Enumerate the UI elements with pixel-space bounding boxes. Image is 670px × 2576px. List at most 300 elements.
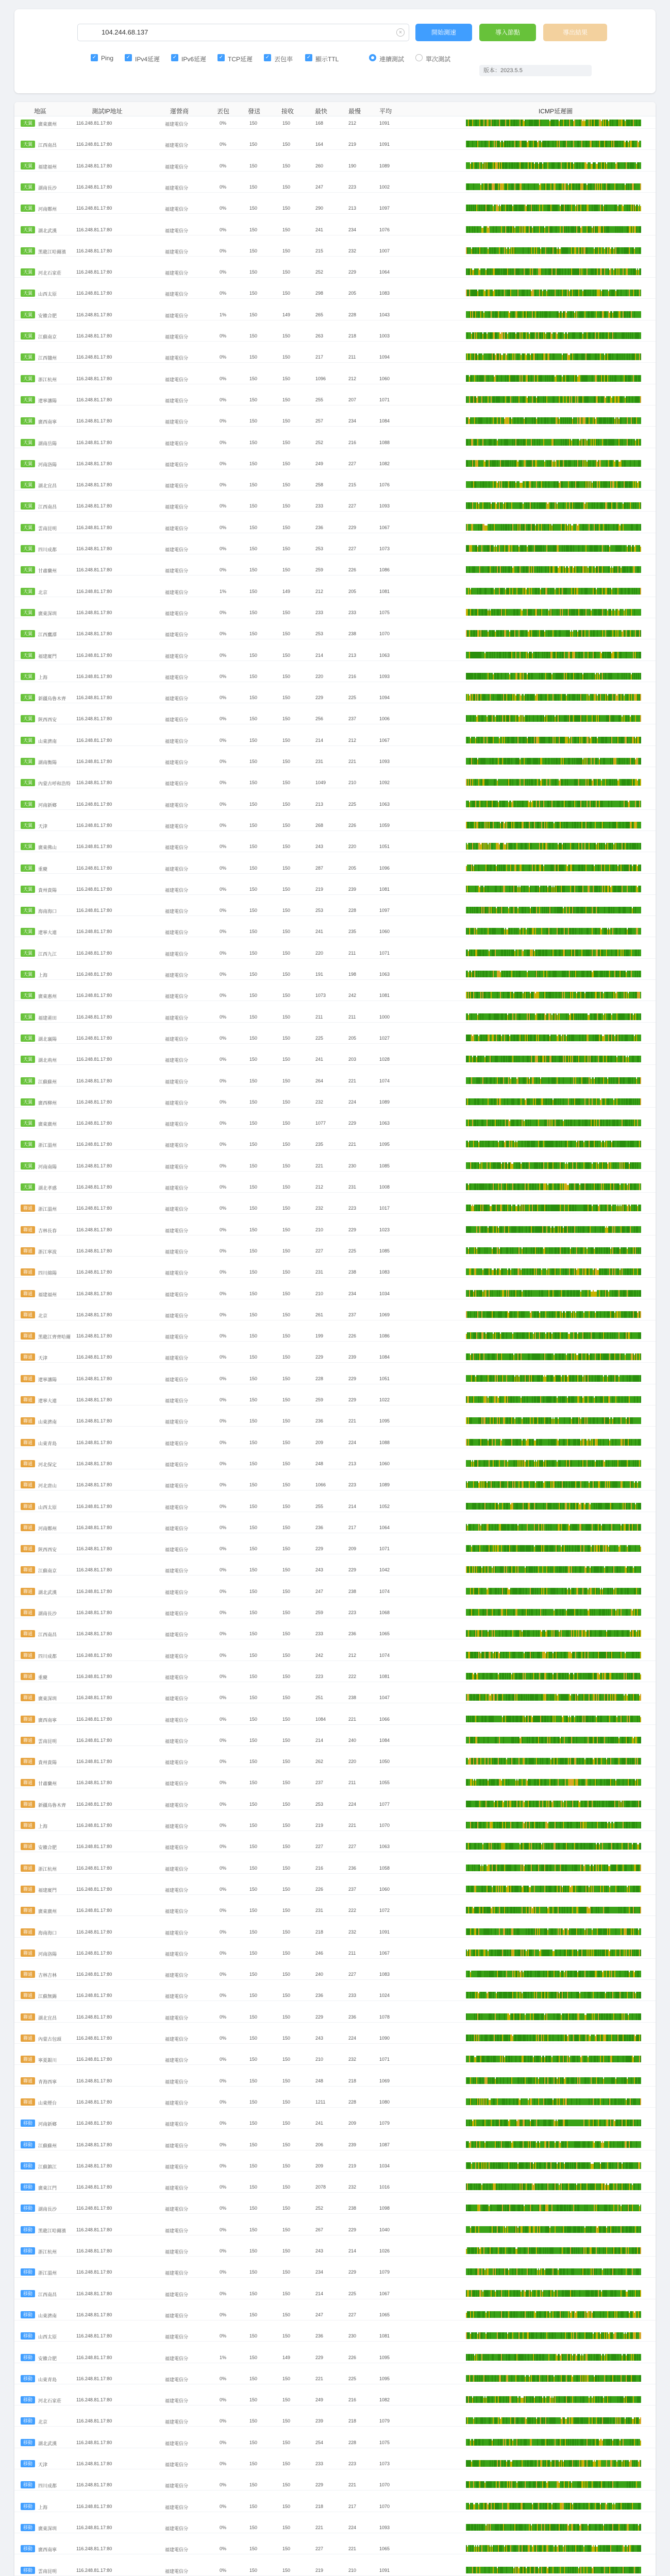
latency-bar	[559, 652, 560, 658]
latency-bar	[616, 141, 617, 147]
latency-bar	[468, 247, 469, 254]
latency-bar	[527, 460, 528, 467]
header-avg[interactable]: 平均	[375, 107, 396, 115]
cell-ip: 116.248.81.17:80	[76, 589, 112, 594]
latency-bar	[639, 353, 640, 360]
table-row[interactable]	[14, 415, 656, 427]
latency-bar	[509, 460, 510, 467]
latency-bar	[514, 375, 515, 382]
latency-bar	[562, 417, 563, 424]
latency-bar	[601, 247, 602, 254]
table-row[interactable]	[14, 628, 656, 639]
latency-bar	[484, 247, 485, 254]
latency-bar	[474, 332, 475, 339]
latency-bar	[488, 311, 489, 318]
latency-bar	[505, 481, 506, 488]
latency-bar	[603, 206, 604, 211]
latency-bar	[533, 652, 534, 658]
latency-bar	[563, 396, 564, 403]
latency-bar	[615, 353, 616, 360]
latency-bar	[494, 609, 495, 616]
latency-bar	[634, 588, 635, 595]
latency-bar	[622, 268, 623, 275]
cell-location: 山西太原	[38, 291, 57, 297]
import-button[interactable]: 導入節點	[479, 24, 536, 41]
table-row[interactable]	[14, 287, 656, 299]
latency-bar	[624, 311, 625, 318]
latency-bar	[593, 311, 594, 318]
cell-loss: 0%	[220, 121, 226, 126]
latency-bar	[549, 417, 550, 424]
latency-bar	[622, 141, 623, 147]
latency-bar	[517, 396, 518, 403]
header-ip[interactable]: 測試IP地址	[76, 107, 138, 115]
latency-bar	[612, 332, 613, 339]
latency-bar	[562, 524, 563, 531]
latency-bar	[499, 247, 500, 254]
header-min[interactable]: 最快	[311, 107, 331, 115]
latency-bar	[569, 524, 570, 531]
latency-bar	[640, 566, 641, 573]
latency-bar	[609, 439, 610, 446]
latency-bar	[611, 311, 612, 318]
latency-bar	[601, 588, 602, 595]
latency-bar	[566, 460, 567, 467]
table-row[interactable]	[14, 586, 656, 597]
cell-recv: 150	[282, 248, 290, 253]
latency-bar	[580, 396, 581, 403]
table-row[interactable]	[14, 266, 656, 278]
latency-bar	[490, 141, 491, 147]
latency-bar	[623, 206, 624, 211]
latency-bar	[574, 652, 575, 658]
latency-bar	[503, 375, 504, 382]
latency-bar	[471, 375, 472, 382]
latency-bar	[467, 481, 468, 488]
cell-min: 298	[315, 291, 323, 296]
latency-bar	[513, 481, 514, 488]
latency-bar	[527, 247, 528, 254]
table-row[interactable]	[14, 245, 656, 257]
export-button[interactable]: 導出結果	[543, 24, 607, 41]
latency-bar	[590, 588, 591, 595]
latency-bar	[520, 226, 521, 233]
latency-bar	[515, 396, 516, 403]
header-isp[interactable]: 運營商	[164, 107, 195, 115]
latency-bar	[640, 673, 641, 680]
latency-bar	[547, 268, 548, 275]
latency-bar	[590, 481, 591, 488]
latency-bar	[509, 609, 510, 616]
latency-bar	[536, 460, 537, 467]
latency-bar	[520, 630, 521, 637]
table-row[interactable]	[14, 181, 656, 193]
latency-bar	[515, 417, 516, 424]
checkbox-icon[interactable]: ✓	[91, 54, 98, 61]
latency-bar	[499, 481, 500, 488]
latency-bar	[536, 353, 537, 360]
latency-bar	[563, 609, 564, 616]
latency-bar	[542, 460, 543, 467]
latency-bar	[617, 311, 618, 318]
checkbox-icon[interactable]: ✓	[125, 54, 132, 61]
latency-bar	[612, 313, 613, 318]
latency-bar	[550, 439, 551, 446]
latency-bar	[615, 439, 616, 446]
latency-bar	[603, 502, 604, 509]
latency-bar	[632, 609, 633, 616]
latency-bar	[615, 630, 616, 637]
latency-bar	[528, 653, 529, 658]
latency-bar	[537, 545, 538, 552]
latency-bar	[622, 353, 623, 360]
latency-bar	[508, 311, 509, 318]
latency-bar	[580, 228, 581, 233]
latency-bar	[489, 375, 490, 382]
latency-bar	[608, 652, 609, 658]
latency-bar	[573, 247, 574, 254]
latency-bar	[572, 609, 573, 616]
latency-bar	[557, 652, 558, 658]
latency-bar	[595, 205, 596, 211]
cell-min: 220	[315, 674, 323, 679]
latency-bar	[481, 502, 482, 509]
cell-ip: 116.248.81.17:80	[76, 567, 112, 572]
table-row[interactable]	[14, 160, 656, 172]
latency-bar	[626, 545, 627, 552]
latency-bar	[589, 311, 590, 318]
header-sent[interactable]: 發送	[244, 107, 264, 115]
latency-bar	[618, 183, 619, 190]
latency-bar	[592, 311, 593, 318]
latency-bar	[597, 183, 598, 190]
checkbox-icon[interactable]: ✓	[305, 54, 312, 61]
latency-bar	[638, 270, 639, 275]
latency-bar	[614, 439, 615, 446]
latency-bar	[575, 120, 576, 126]
table-row[interactable]	[14, 522, 656, 533]
table-row[interactable]	[14, 437, 656, 448]
latency-bar	[618, 141, 619, 147]
latency-bar	[494, 481, 495, 488]
latency-bar	[572, 311, 573, 318]
table-row[interactable]	[14, 309, 656, 320]
latency-bar	[554, 630, 555, 637]
header-location[interactable]: 地區	[20, 107, 61, 115]
latency-bar	[543, 652, 544, 658]
cell-isp: 福建電信分	[165, 142, 188, 148]
header-recv[interactable]: 接收	[277, 107, 298, 115]
latency-bar	[547, 652, 548, 658]
latency-bar	[572, 205, 573, 211]
latency-bar	[492, 268, 493, 275]
latency-bar	[490, 611, 491, 616]
latency-bar	[592, 141, 593, 147]
latency-bar	[565, 524, 566, 531]
latency-bar	[622, 183, 623, 190]
latency-bar	[491, 247, 492, 254]
table-row[interactable]	[14, 500, 656, 512]
latency-bar	[632, 396, 633, 403]
cell-ip: 116.248.81.17:80	[76, 461, 112, 466]
latency-bar	[557, 290, 558, 296]
latency-bar	[504, 502, 505, 509]
latency-bar	[628, 375, 629, 382]
latency-bar	[564, 334, 565, 339]
latency-bar	[498, 566, 499, 573]
latency-bar	[489, 588, 490, 595]
latency-bar	[488, 205, 489, 211]
latency-bar	[551, 674, 552, 680]
cell-isp: 福建電信分	[165, 418, 188, 425]
header-max[interactable]: 最慢	[344, 107, 365, 115]
latency-bar	[601, 121, 602, 126]
latency-bar	[598, 630, 599, 637]
latency-bar	[556, 332, 557, 339]
ip-input[interactable]	[102, 28, 390, 36]
latency-bar	[499, 460, 500, 467]
latency-bar	[503, 247, 504, 254]
latency-bar	[473, 481, 474, 488]
latency-bar	[516, 268, 517, 275]
options-row	[91, 54, 647, 63]
header-loss[interactable]: 丟包	[213, 107, 233, 115]
table-row[interactable]	[14, 671, 656, 682]
latency-bar	[631, 439, 632, 446]
latency-bar	[527, 524, 528, 531]
latency-bar	[602, 588, 603, 595]
latency-bar	[629, 162, 630, 169]
latency-bar	[539, 524, 540, 531]
latency-bar	[495, 524, 496, 531]
latency-bar	[527, 439, 528, 446]
latency-bar	[582, 545, 583, 552]
table-row[interactable]	[14, 607, 656, 618]
latency-bar	[599, 439, 600, 446]
latency-bar	[628, 311, 629, 318]
latency-bar	[491, 417, 492, 424]
latency-bar	[491, 460, 492, 467]
latency-bar	[500, 545, 501, 552]
clear-icon[interactable]: ×	[396, 28, 405, 37]
table-row[interactable]	[14, 373, 656, 384]
table-row[interactable]	[14, 394, 656, 405]
latency-bar	[483, 183, 484, 190]
latency-bar	[472, 120, 473, 126]
table-row[interactable]	[14, 139, 656, 150]
latency-bar	[517, 120, 518, 126]
latency-bar	[613, 162, 614, 169]
latency-bar	[513, 183, 514, 190]
latency-bar	[473, 545, 474, 552]
header-chart[interactable]: ICMP延遲圖	[509, 107, 602, 115]
latency-bar	[628, 673, 629, 680]
latency-bar	[554, 609, 555, 616]
table-row[interactable]	[14, 330, 656, 342]
table-row[interactable]	[14, 202, 656, 214]
latency-bar	[624, 396, 625, 403]
latency-bar	[619, 462, 621, 467]
latency-bar	[479, 566, 480, 573]
latency-bar	[626, 162, 627, 169]
latency-bar	[500, 120, 501, 126]
latency-bar	[590, 268, 591, 275]
latency-bar	[570, 375, 571, 382]
latency-bar	[605, 588, 606, 595]
latency-bar	[550, 332, 551, 339]
latency-bar	[598, 311, 599, 318]
latency-bar	[467, 566, 468, 573]
latency-bar	[539, 205, 540, 211]
start-test-button[interactable]: 開始測速	[415, 24, 472, 41]
radio-icon[interactable]	[415, 54, 423, 61]
latency-bar	[580, 332, 581, 339]
latency-bar	[612, 120, 613, 126]
latency-bar	[628, 566, 629, 573]
latency-bar	[547, 353, 548, 360]
latency-bar	[469, 290, 470, 296]
latency-bar	[533, 268, 534, 275]
latency-bar	[499, 205, 500, 211]
latency-bar	[613, 332, 614, 339]
latency-bar	[615, 268, 616, 275]
checkbox-icon[interactable]: ✓	[217, 54, 225, 61]
latency-bar	[571, 205, 572, 211]
latency-bar	[560, 524, 561, 531]
latency-bar	[487, 311, 488, 318]
latency-bar	[596, 205, 597, 211]
latency-bar	[626, 673, 627, 680]
latency-bar	[585, 141, 587, 147]
latency-bar	[603, 375, 604, 382]
checkbox-icon[interactable]: ✓	[264, 54, 271, 61]
latency-bar	[631, 417, 632, 424]
latency-bar	[500, 588, 501, 595]
latency-bar	[608, 417, 609, 424]
latency-bar	[466, 566, 467, 573]
table-row[interactable]	[14, 117, 656, 129]
latency-bar	[555, 268, 556, 275]
cell-sent: 150	[249, 589, 257, 594]
latency-bar	[576, 396, 577, 403]
latency-bar	[484, 417, 485, 424]
latency-bar	[467, 141, 468, 147]
latency-bar	[616, 375, 617, 382]
latency-bar	[514, 609, 515, 616]
latency-bar	[539, 417, 540, 424]
latency-bar	[604, 120, 605, 126]
latency-bar	[495, 632, 496, 637]
latency-bar	[576, 609, 577, 616]
latency-bar	[634, 249, 635, 254]
cell-max: 232	[348, 248, 356, 253]
latency-bar	[633, 120, 634, 126]
latency-bar	[558, 162, 559, 169]
latency-bar	[495, 247, 496, 254]
latency-bar	[548, 417, 549, 424]
latency-bar	[607, 417, 608, 424]
table-row[interactable]	[14, 692, 656, 703]
table-row[interactable]	[14, 650, 656, 661]
table-row[interactable]	[14, 458, 656, 469]
table-row[interactable]	[14, 564, 656, 575]
latency-bar	[592, 417, 593, 424]
ip-input-box[interactable]	[77, 24, 409, 41]
latency-bar	[639, 502, 640, 509]
latency-bar	[554, 120, 555, 126]
table-row[interactable]	[14, 543, 656, 554]
latency-bar	[509, 566, 510, 573]
latency-bar	[636, 545, 637, 552]
latency-bar	[545, 609, 546, 616]
latency-bar	[595, 141, 596, 147]
latency-bar	[599, 566, 600, 573]
latency-bar	[622, 632, 623, 637]
latency-bar	[573, 609, 574, 616]
latency-bar	[636, 226, 637, 233]
latency-bar	[589, 417, 590, 424]
latency-bar	[503, 396, 504, 403]
carrier-badge: 天翼	[21, 460, 35, 467]
latency-bar	[510, 566, 511, 573]
latency-bar	[496, 375, 497, 382]
latency-bar	[513, 268, 514, 275]
latency-bar	[502, 502, 503, 509]
latency-bar	[481, 311, 482, 318]
table-row[interactable]	[14, 224, 656, 235]
latency-bar	[472, 226, 473, 233]
latency-bar	[545, 353, 546, 360]
latency-bar	[570, 183, 571, 190]
latency-bar	[633, 524, 634, 531]
latency-bar	[494, 205, 495, 211]
latency-bar	[610, 290, 611, 296]
latency-bar	[503, 142, 504, 147]
latency-bar	[491, 504, 492, 509]
checkbox-icon[interactable]: ✓	[171, 54, 178, 61]
latency-bar	[538, 268, 539, 275]
latency-bar	[530, 375, 531, 382]
latency-bar	[564, 460, 565, 467]
latency-bar	[482, 141, 483, 147]
latency-bar	[507, 120, 508, 126]
latency-bar	[539, 545, 540, 552]
radio-icon[interactable]	[369, 54, 376, 61]
latency-bar	[600, 332, 601, 339]
latency-bar	[523, 353, 524, 360]
latency-bar	[537, 609, 538, 616]
latency-bar	[496, 141, 497, 147]
latency-bar	[614, 290, 615, 296]
latency-bar	[509, 313, 510, 318]
table-row[interactable]	[14, 351, 656, 363]
latency-bar	[584, 439, 585, 446]
latency-bar	[638, 630, 639, 637]
latency-bar	[626, 247, 627, 254]
latency-bar	[577, 162, 578, 169]
table-row[interactable]	[14, 479, 656, 490]
latency-bar	[547, 630, 548, 637]
latency-bar	[547, 396, 548, 403]
latency-bar	[569, 545, 570, 552]
latency-bar	[537, 588, 538, 595]
latency-bar	[632, 524, 633, 531]
latency-bar	[596, 673, 597, 680]
latency-bar	[621, 120, 622, 126]
latency-bar	[585, 375, 587, 382]
latency-bar	[559, 141, 560, 147]
latency-bar	[498, 206, 499, 211]
